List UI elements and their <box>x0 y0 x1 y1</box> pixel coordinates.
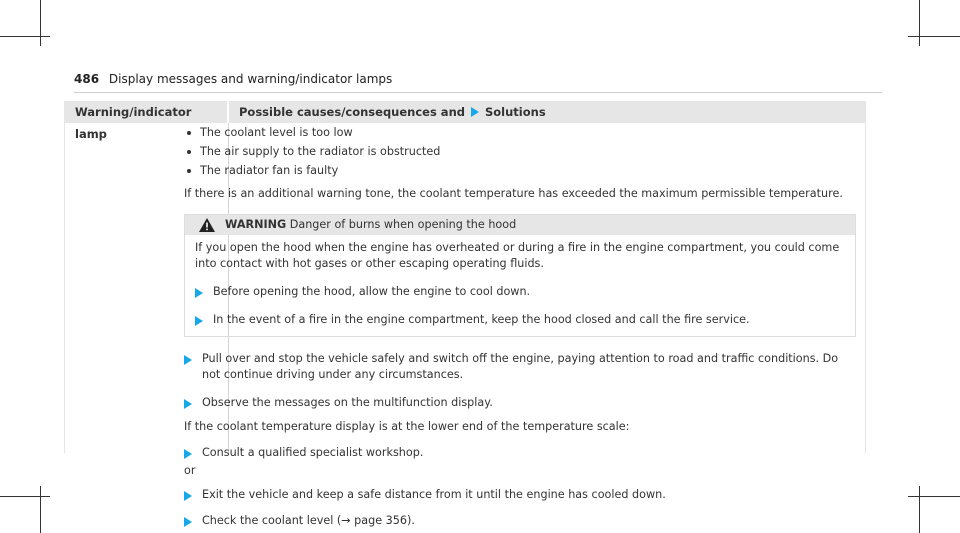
warning-step <box>195 312 845 328</box>
warning-text: If you open the hood when the engine has overheated or during a fire in the engine compartment, you could come into contact with hot gases or other escaping operating fluids. <box>195 241 840 270</box>
solution-step-text: Pull over and stop the vehicle safely and switch off the engine, paying attention to road and traffic conditions. Do not continue driving under any circumstances. <box>202 352 839 381</box>
play-arrow-icon <box>471 107 479 117</box>
or-text: or <box>184 464 196 477</box>
table-border-left <box>64 123 65 453</box>
solution-step <box>184 487 856 503</box>
warning-step <box>195 284 845 300</box>
column-header-causes-label: Possible causes/consequences and <box>239 105 465 119</box>
condition-text: If there is an additional warning tone, the coolant temperature has exceeded the maximum permissible temperature. <box>184 187 843 200</box>
solution-step <box>184 351 856 383</box>
solution-step-text: Check the coolant level (→ page 356). <box>202 514 415 527</box>
low-temp-text: If the coolant temperature display is at the lower end of the temperature scale: <box>184 420 630 433</box>
cause-item: The radiator fan is faulty <box>184 163 856 182</box>
cause-item: The coolant level is too low <box>184 125 856 144</box>
solutions-cell <box>184 125 856 529</box>
play-arrow-icon <box>184 449 192 459</box>
page-title: Display messages and warning/indicator lamps <box>108 72 393 86</box>
play-arrow-icon <box>184 355 192 365</box>
column-header-lamp: Warning/indicator lamp <box>64 101 227 123</box>
solution-step <box>184 445 856 461</box>
table-border-right <box>865 123 866 453</box>
solution-step <box>184 513 856 529</box>
play-arrow-icon <box>184 517 192 527</box>
play-arrow-icon <box>184 491 192 501</box>
solution-step-text: Observe the messages on the multifunction display. <box>202 396 493 409</box>
warning-header <box>185 215 855 235</box>
page-header <box>74 72 392 86</box>
warning-body <box>185 235 855 336</box>
warning-box <box>184 214 856 337</box>
warning-label: WARNING <box>225 218 287 231</box>
solution-step-text: Consult a qualified specialist workshop. <box>202 446 424 459</box>
play-arrow-icon <box>195 288 203 298</box>
column-header-solutions <box>229 101 866 123</box>
column-header-solutions-label: Solutions <box>485 105 546 119</box>
header-divider <box>74 92 882 93</box>
play-arrow-icon <box>184 399 192 409</box>
warning-step-text: In the event of a fire in the engine compartment, keep the hood closed and call the fire service. <box>213 313 750 326</box>
solution-step-text: Exit the vehicle and keep a safe distance from it until the engine has cooled down. <box>202 488 666 501</box>
page-number: 486 <box>74 72 100 86</box>
warning-step-text: Before opening the hood, allow the engine to cool down. <box>213 285 531 298</box>
cause-item: The air supply to the radiator is obstructed <box>184 144 856 163</box>
play-arrow-icon <box>195 316 203 326</box>
solution-step <box>184 395 856 411</box>
warning-triangle-icon <box>199 218 215 232</box>
warning-title: Danger of burns when opening the hood <box>289 218 517 231</box>
